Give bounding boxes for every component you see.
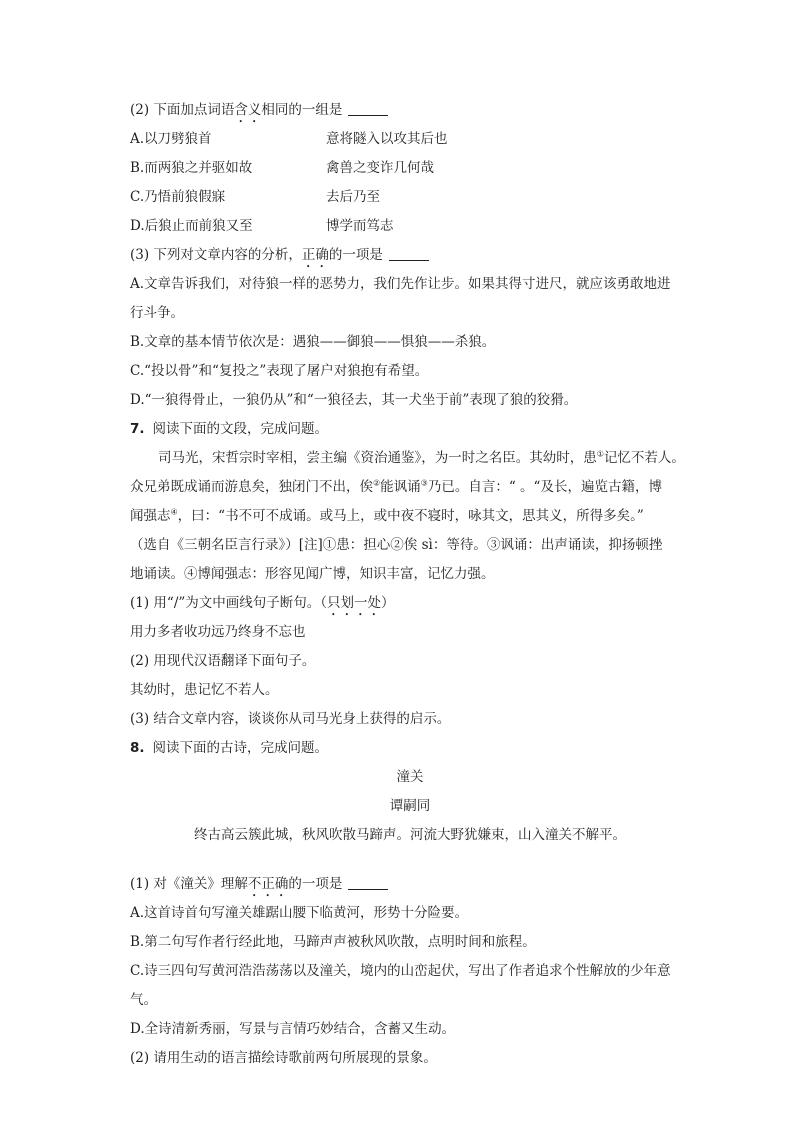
answer-blank[interactable] bbox=[348, 875, 388, 890]
passage-line: 众兄弟既成诵而游息矣，独闭门不出，俟②能讽诵③乃已。自言：“ 。“及长，遍览古籍，博 bbox=[130, 478, 662, 495]
option-row: A.以刀劈狼首 意将隧入以攻其后也 bbox=[130, 131, 448, 147]
option-line: A.这首诗首句写潼关雄踞山腰下临黄河，形势十分险要。 bbox=[130, 905, 469, 921]
option-line: B.第二句写作者行经此地，马蹄声声被秋风吹散，点明时间和旅程。 bbox=[130, 934, 536, 950]
option-line: D.“一狼得骨止，一狼仍从”和“一狼径去，其一犬坐于前”表现了狼的狡猾。 bbox=[130, 392, 578, 408]
q7-part3-stem: (3) 结合文章内容，谈谈你从司马光身上获得的启示。 bbox=[130, 711, 451, 727]
option-line: A.文章告诉我们，对待狼一样的恶势力，我们先作让步。如果其得寸进尺，就应该勇敢地进 bbox=[130, 276, 671, 292]
option-row: B.而两狼之并驱如故 禽兽之变诈几何哉 bbox=[130, 160, 434, 176]
q8-heading: 8. 阅读下面的古诗，完成问题。 bbox=[130, 740, 329, 756]
q7-heading: 7. 阅读下面的文段，完成问题。 bbox=[130, 421, 329, 437]
answer-blank[interactable] bbox=[389, 246, 429, 261]
option-line: 气。 bbox=[130, 992, 157, 1008]
option-line: C.诗三四句写黄河浩浩荡荡以及潼关，境内的山峦起伏，写出了作者追求个性解放的少年意 bbox=[130, 963, 671, 979]
q7-part2-stem: (2) 用现代汉语翻译下面句子。 bbox=[130, 653, 316, 669]
passage-line: 司马光，宋哲宗时宰相，尝主编《资治通鉴》，为一时之名臣。其幼时，患①记忆不若人。 bbox=[158, 449, 685, 466]
passage-line: （选自《三朝名臣言行录》）[注]①患：担心②俟 sì：等待。③讽诵：出声诵读，抑扬顿挫 bbox=[130, 537, 663, 553]
poem-text: 终古高云簇此城，秋风吹散马蹄声。河流大野犹嫌束，山入潼关不解平。 bbox=[194, 827, 626, 843]
poem-author: 谭嗣同 bbox=[389, 798, 431, 814]
option-line: C.“投以骨”和“复投之”表现了屠户对狼抱有希望。 bbox=[130, 363, 429, 379]
emphasis-text: 只划一处 bbox=[327, 595, 382, 611]
exam-page bbox=[130, 96, 690, 1073]
option-line: B.文章的基本情节依次是：遇狼——御狼——惧狼——杀狼。 bbox=[130, 334, 496, 350]
q6-part2-stem: (2) 下面加点词语含义相同的一组是 bbox=[130, 96, 690, 125]
option-row: D.后狼止而前狼又至 博学而笃志 bbox=[130, 218, 394, 234]
q8-part2-stem: (2) 请用生动的语言描绘诗歌前两句所展现的景象。 bbox=[130, 1050, 437, 1066]
emphasis-text: 正确 bbox=[301, 247, 329, 263]
poem-title: 潼关 bbox=[396, 769, 424, 785]
option-row: C.乃悟前狼假寐 去后乃至 bbox=[130, 189, 380, 205]
passage-line: 地诵读。④博闻强志：形容见闻广博，知识丰富，记忆力强。 bbox=[130, 566, 495, 582]
question-number: 8. bbox=[130, 740, 145, 756]
spacer bbox=[130, 850, 690, 870]
sentence-line: 其幼时，患记忆不若人。 bbox=[130, 682, 279, 698]
answer-blank[interactable] bbox=[348, 101, 388, 116]
passage-line: 闻强志④，曰：“书不可不成诵。或马上，或中夜不寝时，咏其文，思其义，所得多矣。” bbox=[130, 507, 644, 524]
option-line: D.全诗清新秀丽，写景与言情巧妙结合，含蓄又生动。 bbox=[130, 1021, 456, 1037]
option-line: 行斗争。 bbox=[130, 305, 184, 321]
q6-part3-stem: (3) 下列对文章内容的分析，正确的一项是 bbox=[130, 241, 690, 270]
emphasis-text: 含义 bbox=[234, 102, 262, 118]
question-number: 7. bbox=[130, 421, 145, 437]
sentence-line: 用力多者收功远乃终身不忘也 bbox=[130, 624, 306, 640]
q7-part1-stem: (1) 用“/”为文中画线句子断句。（只划一处） bbox=[130, 595, 395, 611]
q8-part1-stem: (1) 对《潼关》理解不正确的一项是 bbox=[130, 870, 690, 899]
emphasis-text: 不正确 bbox=[247, 876, 289, 892]
